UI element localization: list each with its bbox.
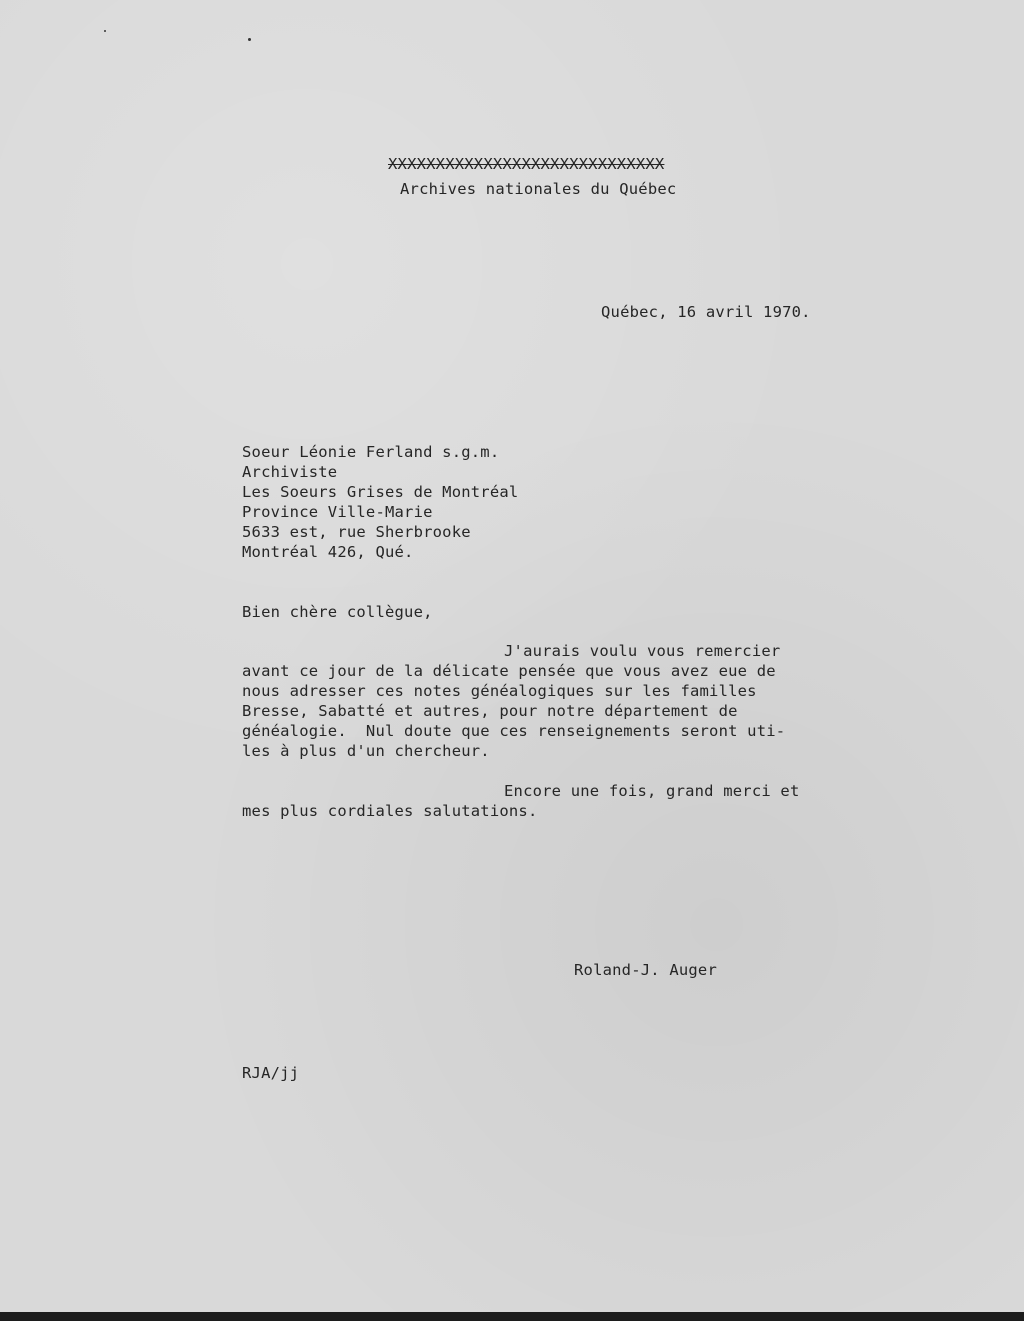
scan-border <box>0 1312 1024 1321</box>
recipient-line: Province Ville-Marie <box>242 503 433 521</box>
recipient-line: Archiviste <box>242 463 338 481</box>
reference-initials: RJA/jj <box>242 1064 300 1082</box>
paper-speck <box>248 38 251 41</box>
body-line: mes plus cordiales salutations. <box>242 802 538 820</box>
recipient-line: Montréal 426, Qué. <box>242 543 414 561</box>
body-line: généalogie. Nul doute que ces renseignements seront uti- <box>242 722 786 740</box>
body-line: avant ce jour de la délicate pensée que vous avez eue de <box>242 662 776 680</box>
body-line: les à plus d'un chercheur. <box>242 742 490 760</box>
paper-speck <box>104 30 106 32</box>
body-line: Encore une fois, grand merci et <box>504 782 800 800</box>
recipient-line: 5633 est, rue Sherbrooke <box>242 523 471 541</box>
institution-name: Archives nationales du Québec <box>400 180 677 198</box>
body-line: Bresse, Sabatté et autres, pour notre département de <box>242 702 738 720</box>
signature-name: Roland-J. Auger <box>574 961 717 979</box>
recipient-line: Soeur Léonie Ferland s.g.m. <box>242 443 500 461</box>
salutation: Bien chère collègue, <box>242 603 433 621</box>
recipient-line: Les Soeurs Grises de Montréal <box>242 483 519 501</box>
body-line: nous adresser ces notes généalogiques sur les familles <box>242 682 757 700</box>
body-line: J'aurais voulu vous remercier <box>504 642 781 660</box>
struck-letterhead: XXXXXXXXXXXXXXXXXXXXXXXXXXXXX <box>388 155 665 173</box>
date-line: Québec, 16 avril 1970. <box>601 303 811 321</box>
